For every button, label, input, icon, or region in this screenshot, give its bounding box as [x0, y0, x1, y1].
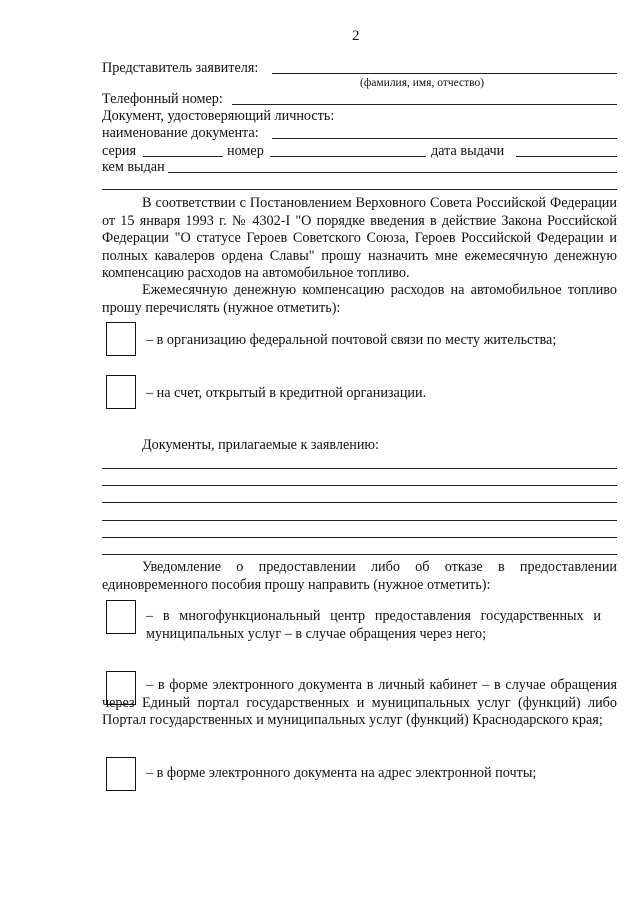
issue-date-field[interactable] [516, 156, 617, 157]
attached-docs-label: Документы, прилагаемые к заявлению: [142, 437, 379, 453]
request-paragraph: В соответствии с Постановлением Верховного Совета Российской Федерации от 15 января 1993 г. № 4302-I "О порядке введения в действие Закона Российской Федерации "О статусе Героев Советского Союза, Героев Российской Федерации и полных кавалеров ордена Славы" прошу назначить мне ежемесячную денежную компенсацию расходов на автомобильное топливо. [102, 195, 617, 282]
number-label: номер [227, 143, 264, 159]
issued-by-field[interactable] [168, 172, 617, 173]
bank-account-option-label: – на счет, открытый в кредитной организации. [146, 385, 427, 401]
email-option-label: – в форме электронного документа на адрес электронной почты; [146, 765, 537, 781]
document-name-field[interactable] [272, 138, 617, 139]
series-field[interactable] [143, 156, 223, 157]
issued-by-field-line2[interactable] [102, 189, 617, 190]
notification-paragraph: Уведомление о предоставлении либо об отказе в предоставлении единовременного пособия прошу направить (нужное отметить): [102, 559, 617, 593]
postal-checkbox[interactable] [106, 322, 136, 356]
representative-label: Представитель заявителя: [102, 60, 259, 76]
mfc-checkbox[interactable] [106, 600, 136, 634]
fio-caption: (фамилия, имя, отчество) [360, 77, 485, 89]
attached-docs-line-5[interactable] [102, 537, 617, 538]
mfc-option-label: – в многофункциональный центр предоставления государственных и муниципальных услуг – в случае обращения через него; [146, 608, 601, 642]
attached-docs-line-1[interactable] [102, 468, 617, 469]
email-checkbox[interactable] [106, 757, 136, 791]
personal-account-option-label: – в форме электронного документа в личный кабинет – в случае обращения через Единый портал государственных и муниципальных услуг (функций) либо Портал государственных и муниципальных услуг (функций) Краснодарского края; [102, 677, 617, 729]
phone-label: Телефонный номер: [102, 91, 223, 107]
number-field[interactable] [270, 156, 426, 157]
issued-by-label: кем выдан [102, 159, 165, 175]
attached-docs-line-2[interactable] [102, 485, 617, 486]
postal-option-label: – в организацию федеральной почтовой связи по месту жительства; [146, 332, 557, 348]
id-document-label: Документ, удостоверяющий личность: [102, 108, 335, 124]
attached-docs-line-3[interactable] [102, 502, 617, 503]
document-name-label: наименование документа: [102, 125, 259, 141]
series-label: серия [102, 143, 136, 159]
phone-field[interactable] [232, 104, 617, 105]
transfer-paragraph: Ежемесячную денежную компенсацию расходов на автомобильное топливо прошу перечислять (нужное отметить): [102, 282, 617, 316]
bank-account-checkbox[interactable] [106, 375, 136, 409]
issue-date-label: дата выдачи [431, 143, 505, 159]
page-number: 2 [352, 28, 360, 44]
attached-docs-line-6[interactable] [102, 554, 617, 555]
attached-docs-line-4[interactable] [102, 520, 617, 521]
